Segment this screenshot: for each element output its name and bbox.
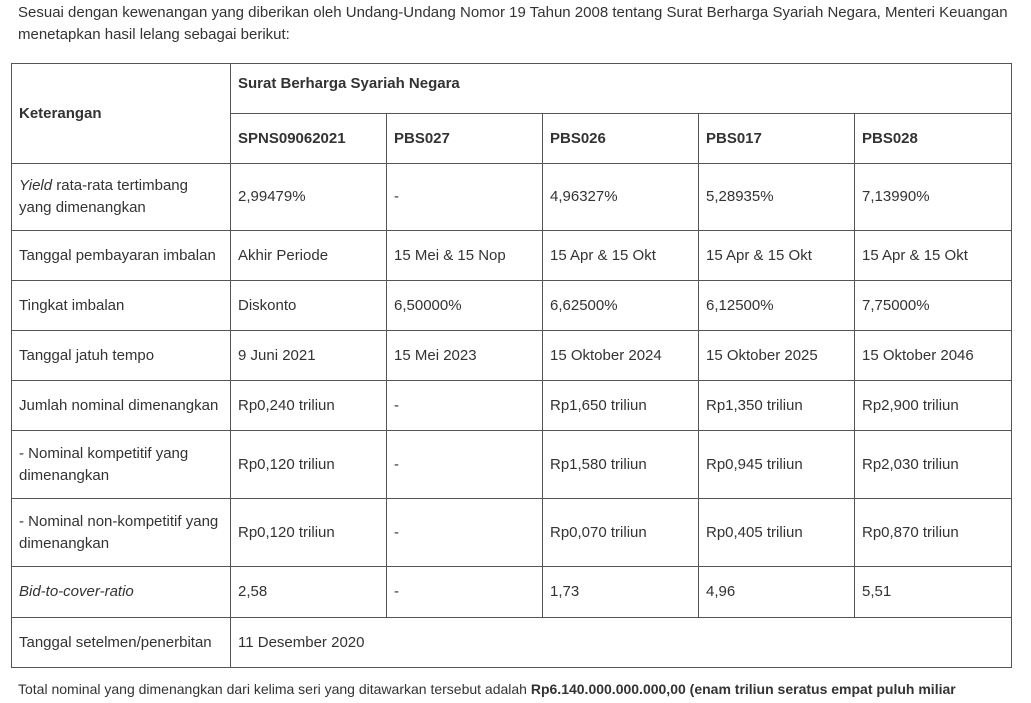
table-cell: 2,99479% (231, 164, 387, 231)
table-row (12, 431, 1012, 499)
table-row (12, 231, 1012, 281)
table-cell: - (387, 499, 543, 567)
table-row (12, 381, 1012, 431)
series-header: PBS027 (387, 114, 543, 164)
settlement-date: 11 Desember 2020 (231, 618, 1012, 668)
table-cell: 15 Apr & 15 Okt (699, 231, 855, 281)
row-label: Jumlah nominal dimenangkan (12, 381, 231, 431)
table-cell: Rp0,405 triliun (699, 499, 855, 567)
table-cell: 15 Apr & 15 Okt (855, 231, 1012, 281)
table-cell: 4,96327% (543, 164, 699, 231)
table-cell: 7,13990% (855, 164, 1012, 231)
table-cell: Rp0,120 triliun (231, 499, 387, 567)
auction-results-table (11, 63, 1012, 668)
row-label: Tingkat imbalan (12, 281, 231, 331)
series-header: PBS028 (855, 114, 1012, 164)
table-cell: 5,28935% (699, 164, 855, 231)
table-cell: 15 Oktober 2046 (855, 331, 1012, 381)
table-cell: Rp0,945 triliun (699, 431, 855, 499)
table-cell: 15 Mei 2023 (387, 331, 543, 381)
table-cell: - (387, 567, 543, 618)
row-label (12, 164, 231, 231)
table-cell: Rp2,030 triliun (855, 431, 1012, 499)
table-cell: Akhir Periode (231, 231, 387, 281)
table-cell: 2,58 (231, 567, 387, 618)
keterangan-header: Keterangan (12, 64, 231, 164)
table-cell: 6,50000% (387, 281, 543, 331)
series-header: PBS017 (699, 114, 855, 164)
table-cell: - (387, 164, 543, 231)
table-cell: 7,75000% (855, 281, 1012, 331)
group-header-row (12, 64, 1012, 114)
table-cell: 15 Apr & 15 Okt (543, 231, 699, 281)
series-header: SPNS09062021 (231, 114, 387, 164)
yield-label-text: rata-rata tertimbang yang dimenangkan (19, 177, 188, 216)
intro-paragraph: Sesuai dengan kewenangan yang diberikan oleh Undang-Undang Nomor 19 Tahun 2008 tentang Surat Berharga Syariah Negara, Menteri Keuangan menetapkan hasil lelang sebagai berikut: (18, 4, 1008, 43)
table-cell: 5,51 (855, 567, 1012, 618)
table-cell: 6,12500% (699, 281, 855, 331)
sbsn-group-header: Surat Berharga Syariah Negara (231, 64, 1012, 114)
series-header: PBS026 (543, 114, 699, 164)
footer-bold-amount: Rp6.140.000.000.000,00 (enam triliun seratus empat puluh miliar (530, 681, 956, 697)
table-cell: Rp0,240 triliun (231, 381, 387, 431)
footer-text: Total nominal yang dimenangkan dari kelima seri yang ditawarkan tersebut adalah (18, 681, 531, 697)
table-cell: Rp2,900 triliun (855, 381, 1012, 431)
table-cell: 15 Oktober 2024 (543, 331, 699, 381)
footer-paragraph (18, 678, 1031, 700)
table-row (12, 281, 1012, 331)
table-row (12, 331, 1012, 381)
table-cell: 4,96 (699, 567, 855, 618)
table-cell: Diskonto (231, 281, 387, 331)
table-cell: - (387, 431, 543, 499)
table-row (12, 567, 1012, 618)
table-cell: 9 Juni 2021 (231, 331, 387, 381)
table-row (12, 164, 1012, 231)
table-cell: Rp1,350 triliun (699, 381, 855, 431)
row-label: Bid-to-cover-ratio (12, 567, 231, 618)
table-cell: 1,73 (543, 567, 699, 618)
table-cell: Rp1,650 triliun (543, 381, 699, 431)
row-label: - Nominal kompetitif yang dimenangkan (12, 431, 231, 499)
row-label: Tanggal jatuh tempo (12, 331, 231, 381)
table-cell: 15 Mei & 15 Nop (387, 231, 543, 281)
row-label: Tanggal setelmen/penerbitan (12, 618, 231, 668)
table-row (12, 499, 1012, 567)
settlement-row (12, 618, 1012, 668)
table-cell: 15 Oktober 2025 (699, 331, 855, 381)
table-cell: Rp0,120 triliun (231, 431, 387, 499)
row-label: - Nominal non-kompetitif yang dimenangkan (12, 499, 231, 567)
row-label: Tanggal pembayaran imbalan (12, 231, 231, 281)
table-cell: - (387, 381, 543, 431)
yield-label-italic: Yield (19, 177, 53, 194)
table-cell: Rp0,870 triliun (855, 499, 1012, 567)
table-cell: Rp0,070 triliun (543, 499, 699, 567)
table-cell: Rp1,580 triliun (543, 431, 699, 499)
table-cell: 6,62500% (543, 281, 699, 331)
